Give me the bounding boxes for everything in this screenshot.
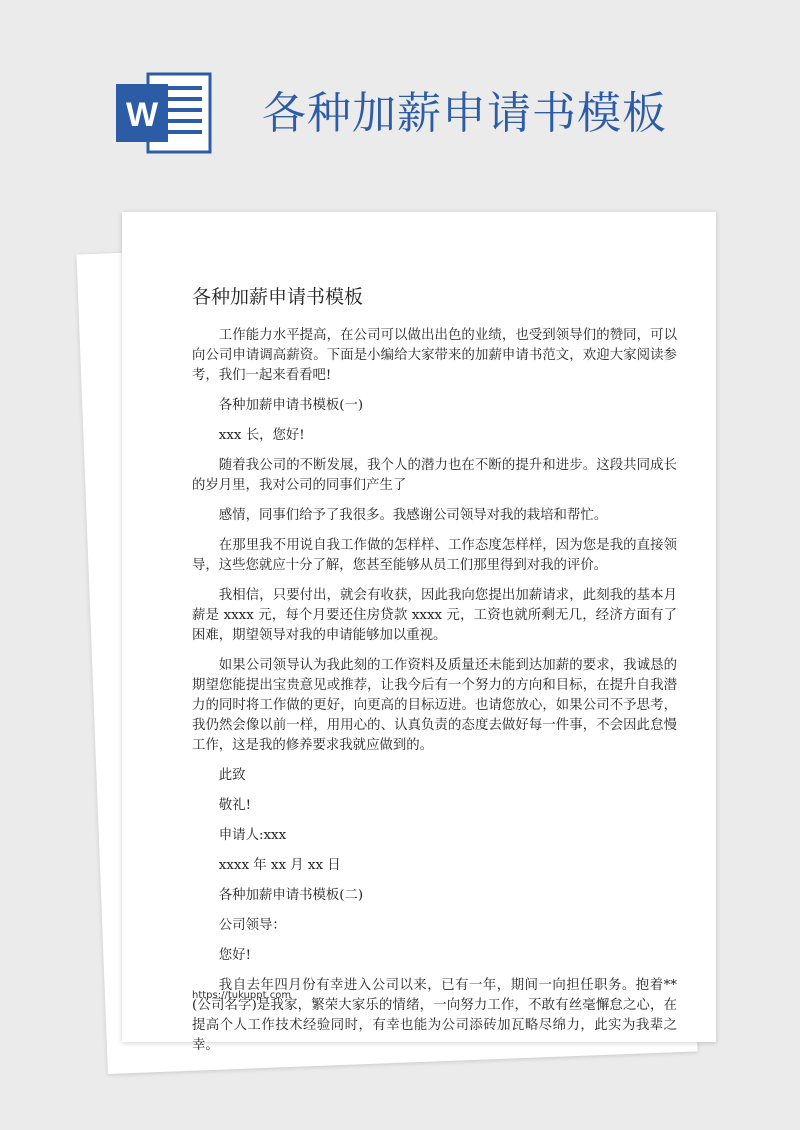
closing-regards: 敬礼! [218,798,251,813]
body-paragraph: 在那里我不用说自我工作做的怎样样、工作态度怎样样，因为您是我的直接领导，这些您就应十分了解，您甚至能够从员工们那里得到对我的评价。 [192,538,677,573]
banner-title: 各种加薪申请书模板 [262,88,667,139]
applicant-line: 申请人:xxx [218,828,287,843]
intro-paragraph: 工作能力水平提高，在公司可以做出出色的业绩，也受到领导们的赞同，可以向公司申请调高薪资。下面是小编给大家带来的加薪申请书范文，欢迎大家阅读参考，我们一起来看看吧! [192,328,677,383]
body-paragraph: 随着我公司的不断发展，我个人的潜力也在不断的提升和进步。这段共同成长的岁月里，我对公司的同事们产生了 [192,458,677,493]
document-title: 各种加薪申请书模板 [192,286,364,308]
source-url: https://tukuppt.com [192,990,292,1001]
date-line: xxxx 年 xx 月 xx 日 [218,858,341,873]
body-paragraph: 感情，同事们给予了我很多。我感谢公司领导对我的栽培和帮忙。 [218,508,608,523]
greeting: 您好! [218,948,251,963]
closing-line: 此致 [218,768,246,783]
section-heading-two: 各种加薪申请书模板(二) [218,888,364,903]
salutation: xxx 长，您好! [218,428,305,443]
word-icon-letter: W [125,96,159,134]
body-paragraph: 我相信，只要付出，就会有收获，因此我向您提出加薪请求，此刻我的基本月薪是 xxxx 元，每个月要还住房贷款 xxxx 元，工资也就所剩无几，经济方面有了困难，期望领导对我的申请能够加以重视。 [192,588,677,643]
salutation: 公司领导： [218,918,286,933]
body-paragraph: 如果公司领导认为我此刻的工作资料及质量还未能到达加薪的要求，我诚恳的期望您能提出宝贵意见或推荐，让我今后有一个努力的方向和目标，在提升自我潜力的同时将工作做的更好，向更高的目标迈进。也请您放心，如果公司不予思考，我仍然会像以前一样，用用心的、认真负责的态度去做好每一件事，不会因此怠慢工作，这是我的修养要求我就应做到的。 [192,658,677,753]
document-body [192,326,677,1066]
section-heading-one: 各种加薪申请书模板(一) [218,398,364,413]
word-document-icon [112,70,214,156]
body-paragraph: 我自去年四月份有幸进入公司以来，已有一年，期间一向担任职务。抱着**(公司名字)是我家，繁荣大家乐的情绪，一向努力工作，不敢有丝毫懈怠之心，在提高个人工作技术经验同时，有幸也能为公司添砖加瓦略尽绵力，此实为我辈之幸。 [192,978,677,1053]
